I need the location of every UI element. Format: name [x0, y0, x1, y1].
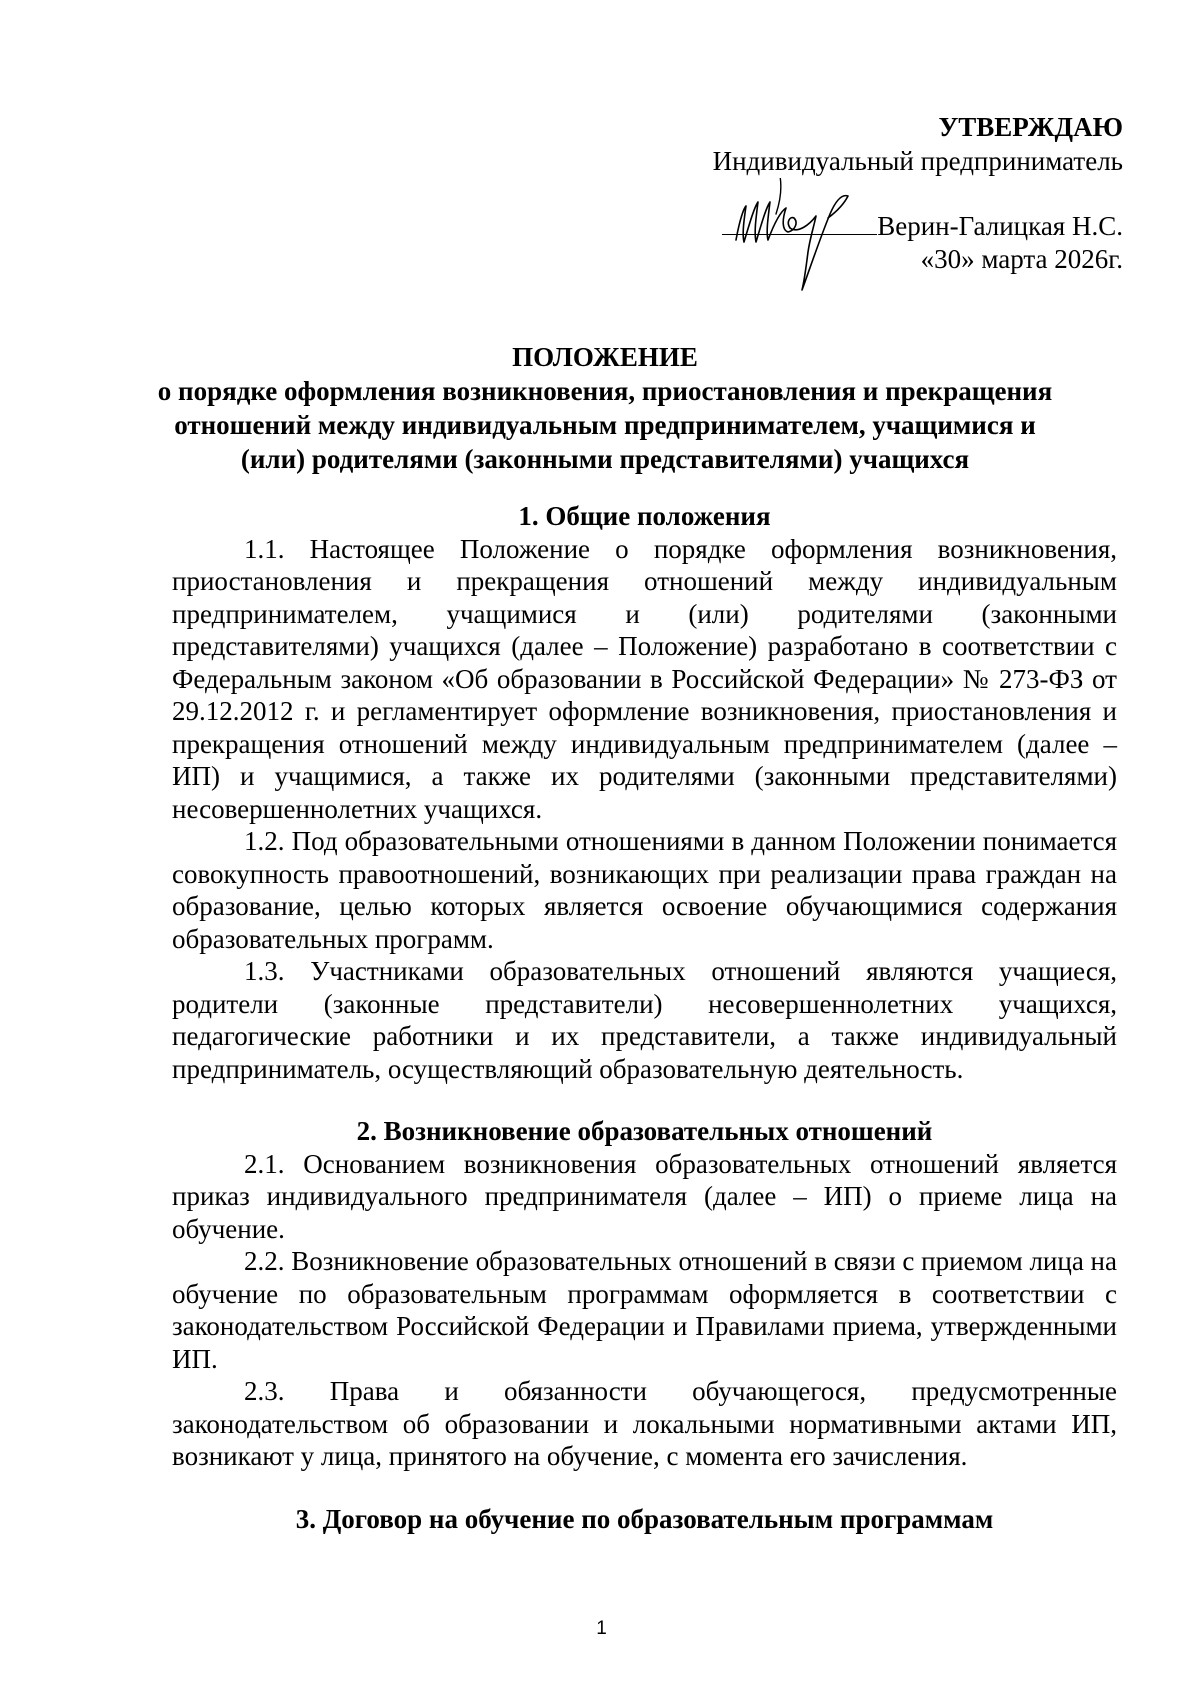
paragraph: 1.1. Настоящее Положение о порядке оформления возникновения, приостановления и прекращения отношений между индивидуальным предпринимателем, учащимися и (или) родителями (законными представителями) учащихся (далее – Положение) разработано в соответствии с Федеральным законом «Об образовании в Российской Федерации» № 273-ФЗ от 29.12.2012 г. и регламентирует оформление возникновения, приостановления и прекращения отношений между индивидуальным предпринимателем (далее – ИП) и учащимися, а также их родителями (законными представителями) несовершеннолетних учащихся. — [172, 533, 1117, 824]
title-main: ПОЛОЖЕНИЕ — [512, 342, 698, 372]
section-heading: 1. Общие положения — [518, 501, 771, 531]
paragraph: 2.3. Права и обязанности обучающегося, предусмотренные законодательством об образовании и локальными нормативными актами ИП, возникают у лица, принятого на обучение, с момента его зачисления. — [172, 1376, 1117, 1471]
document-title — [150, 340, 1060, 476]
section-heading: 2. Возникновение образовательных отношений — [356, 1116, 933, 1146]
title-subtitle: о порядке оформления возникновения, приостановления и прекращения отношений между индивидуальным предпринимателем, учащимися и (или) родителями (законными представителями) учащихся — [157, 376, 1053, 474]
paragraph: 1.3. Участниками образовательных отношений являются учащиеся, родители (законные представители) несовершеннолетних учащихся, педагогические работники и их представители, а также индивидуальный предприниматель, осуществляющий образовательную деятельность. — [172, 956, 1117, 1084]
approval-date: «30» марта 2026г. — [920, 244, 1123, 274]
document-body — [172, 500, 1117, 1535]
approver-position: Индивидуальный предприниматель — [712, 146, 1123, 176]
section-heading: 3. Договор на обучение по образовательным программам — [295, 1503, 994, 1534]
handwritten-signature-icon — [724, 178, 874, 298]
paragraph: 2.2. Возникновение образовательных отношений в связи с приемом лица на обучение по образовательным программам оформляется в соответствии с законодательством Российской Федерации и Правилами приема, утвержденными ИП. — [172, 1246, 1117, 1374]
paragraph: 2.1. Основанием возникновения образовательных отношений является приказ индивидуального предпринимателя (далее – ИП) о приеме лица на обучение. — [172, 1148, 1117, 1244]
paragraph: 1.2. Под образовательными отношениями в данном Положении понимается совокупность правоотношений, возникающих при реализации права граждан на образование, целью которых является освоение обучающимися содержания образовательных программ. — [172, 826, 1117, 954]
approve-word: УТВЕРЖДАЮ — [938, 112, 1123, 142]
signer-name: Верин-Галицкая Н.С. — [877, 211, 1123, 241]
page-number: 1 — [596, 1618, 607, 1639]
